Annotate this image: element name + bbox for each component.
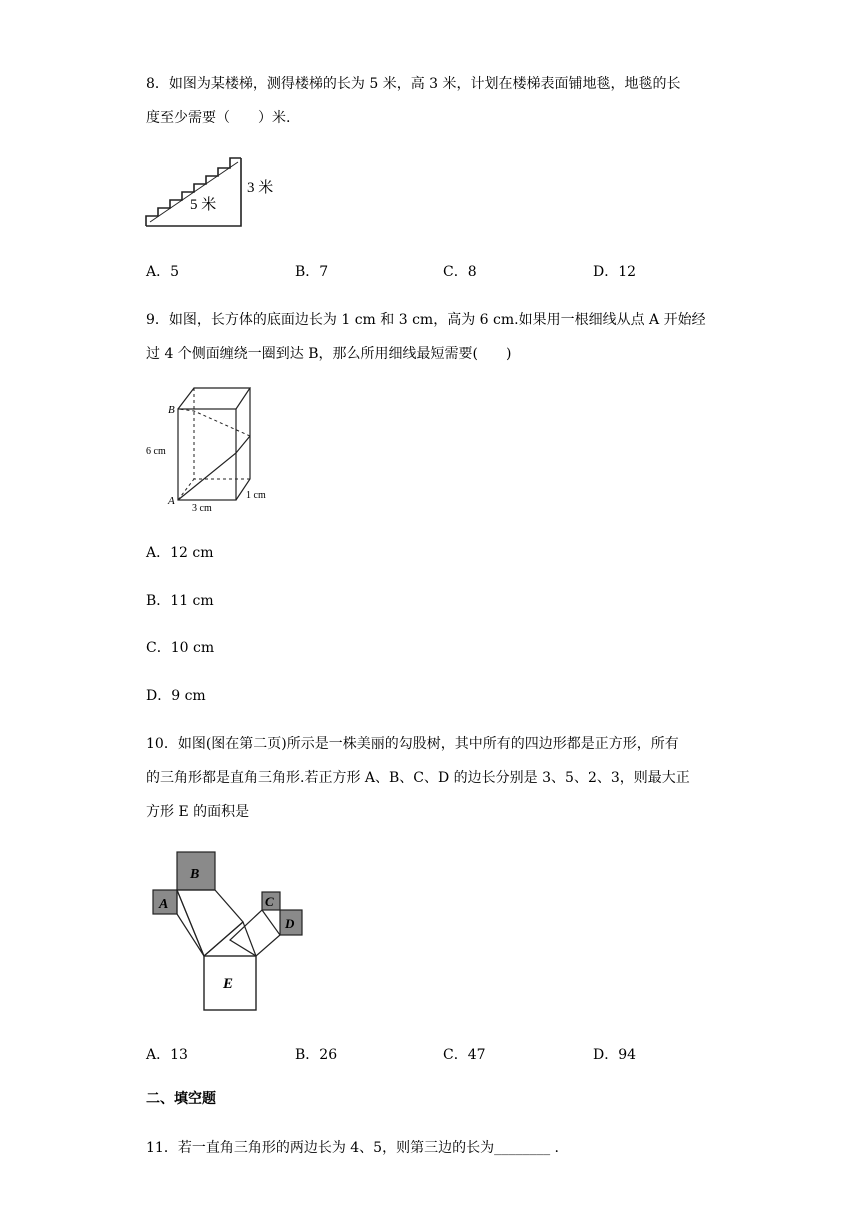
- label-b: B: [190, 867, 200, 882]
- q11-text: 11．若一直角三角形的两边长为 4、5，则第三边的长为________ .: [146, 1140, 559, 1156]
- point-b-label: B: [168, 404, 175, 416]
- q8-option-d[interactable]: D．12: [593, 264, 637, 280]
- staircase-height-label: 3 米: [247, 180, 274, 196]
- top-triangle-left-edge: [204, 922, 243, 956]
- width-label: 3 cm: [192, 503, 212, 514]
- cuboid-top-face: [178, 388, 250, 409]
- left-middle-edge: [177, 890, 204, 956]
- q9-cuboid-figure: [144, 383, 272, 515]
- q8-line-1: 8．如图为某楼梯，测得楼梯的长为 5 米，高 3 米，计划在楼梯表面铺地毯，地毯的长: [146, 76, 681, 92]
- section-fill-in-title: 二、填空题: [146, 1091, 216, 1107]
- q8-option-c[interactable]: C．8: [443, 264, 477, 280]
- q8-option-a[interactable]: A．5: [146, 264, 180, 280]
- cuboid-front-face: [178, 409, 236, 500]
- string-path-back: [178, 409, 250, 436]
- staircase-hypotenuse: [150, 162, 238, 222]
- staircase-length-label: 5 米: [190, 197, 217, 213]
- top-triangle-right-edge: [243, 922, 256, 956]
- q9-line-1: 9．如图，长方体的底面边长为 1 cm 和 3 cm，高为 6 cm.如果用一根细线从点 A 开始经: [146, 312, 706, 328]
- q10-option-b[interactable]: B．26: [295, 1047, 338, 1063]
- q9-option-d[interactable]: D．9 cm: [146, 688, 206, 704]
- height-label: 6 cm: [146, 446, 166, 457]
- q8-option-b[interactable]: B．7: [295, 264, 329, 280]
- label-a: A: [159, 897, 169, 912]
- q10-line-3: 方形 E 的面积是: [146, 804, 250, 820]
- depth-label: 1 cm: [246, 490, 266, 501]
- q10-pythagoras-tree-figure: [148, 848, 308, 1014]
- left-middle-square: [177, 890, 243, 956]
- label-d: D: [285, 916, 295, 931]
- point-a-label: A: [168, 495, 175, 507]
- q9-option-a[interactable]: A．12 cm: [146, 545, 214, 561]
- q9-option-c[interactable]: C．10 cm: [146, 640, 215, 656]
- q10-option-c[interactable]: C．47: [443, 1047, 486, 1063]
- q8-staircase-figure: [144, 152, 276, 232]
- label-c: C: [265, 894, 274, 909]
- right-middle-square: [230, 910, 280, 956]
- q10-line-2: 的三角形都是直角三角形.若正方形 A、B、C、D 的边长分别是 3、5、2、3，则最大正: [146, 770, 690, 786]
- q10-option-a[interactable]: A．13: [146, 1047, 188, 1063]
- q8-line-2: 度至少需要（ ）米.: [146, 110, 291, 126]
- string-path-front: [178, 436, 250, 500]
- q9-option-b[interactable]: B．11 cm: [146, 593, 214, 609]
- q9-line-2: 过 4 个侧面缠绕一圈到达 B，那么所用细线最短需要( ): [146, 346, 512, 362]
- q10-line-1: 10．如图(图在第二页)所示是一株美丽的勾股树，其中所有的四边形都是正方形，所有: [146, 736, 679, 752]
- q10-option-d[interactable]: D．94: [593, 1047, 637, 1063]
- label-e: E: [223, 976, 234, 992]
